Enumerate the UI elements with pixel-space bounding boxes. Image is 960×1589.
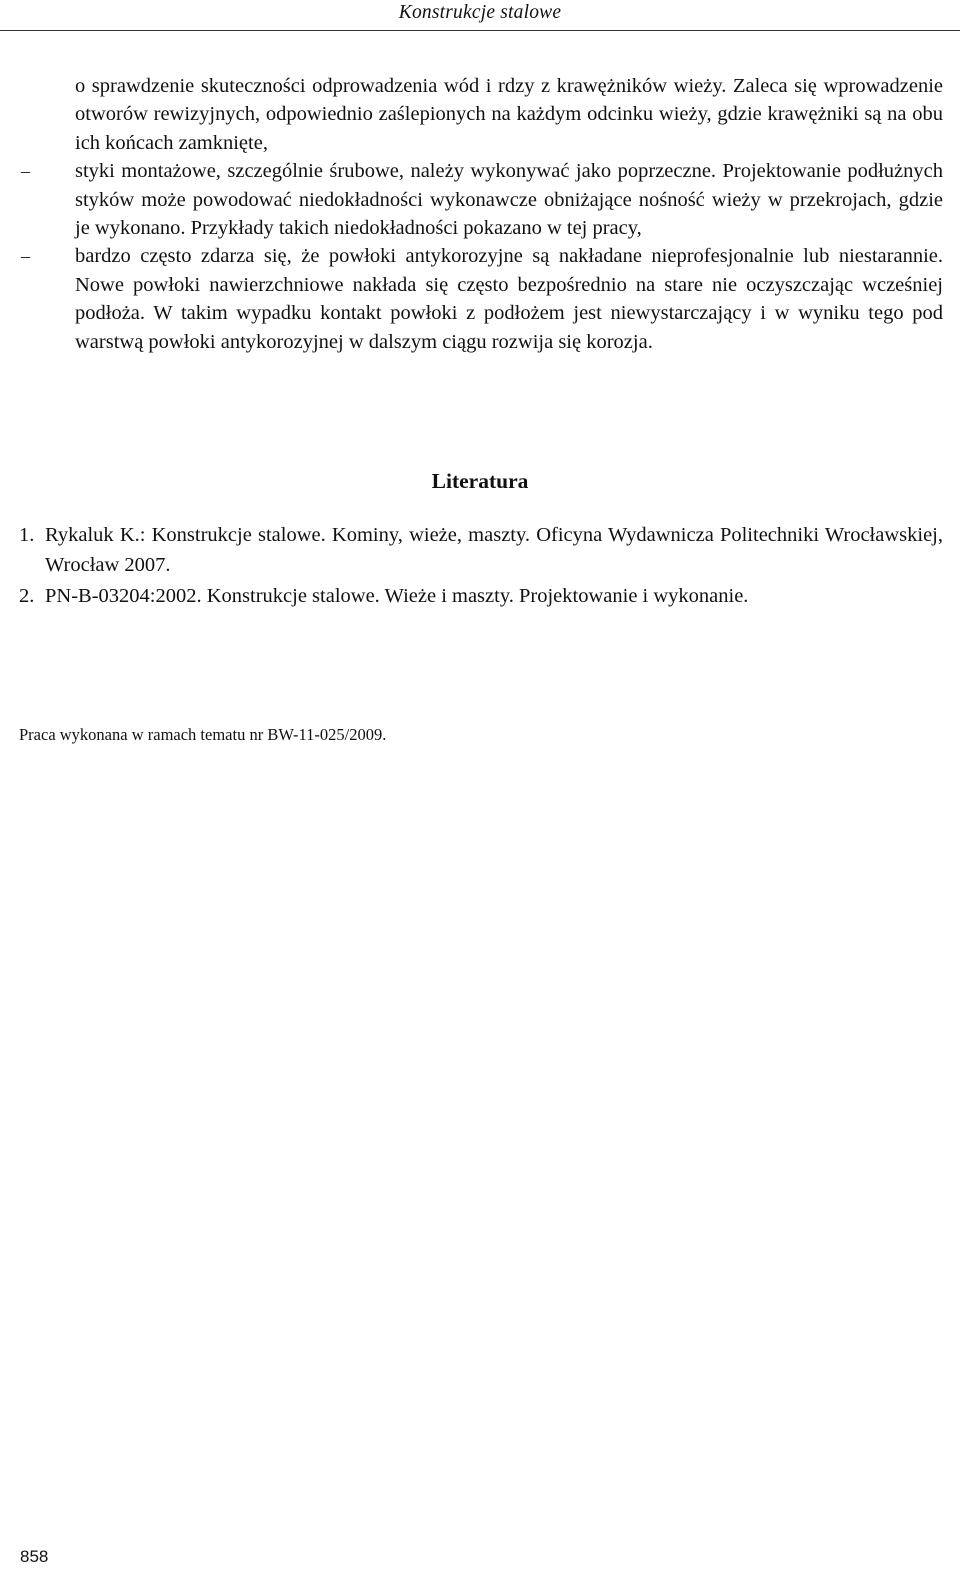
reference-item [19,520,943,580]
literature-heading: Literatura [431,469,529,493]
page-number: 858 [20,1547,49,1566]
dash-bullet: – [21,161,30,182]
reference-text: PN-B-03204:2002. Konstrukcje stalowe. Wieże i maszty. Projektowanie i wykonanie. [45,585,749,607]
running-header [0,0,960,31]
reference-number: 2. [19,585,35,607]
running-title: Konstrukcje stalowe [398,2,562,23]
reference-text: Rykaluk K.: Konstrukcje stalowe. Kominy, wieże, maszty. Oficyna Wydawnicza Politechniki Wrocławskiej, Wrocław 2007. [45,524,943,576]
funding-note: Praca wykonana w ramach tematu nr BW-11-025/2009. [19,725,387,744]
reference-item [19,581,943,611]
list-item [21,242,943,356]
reference-number: 1. [19,524,35,546]
list-item [21,157,943,242]
body-text [21,72,943,356]
dash-bullet: – [21,246,30,267]
bullet-text: bardzo często zdarza się, że powłoki antykorozyjne są nakładane nieprofesjonalnie lub niestarannie. Nowe powłoki nawierzchniowe nakłada się często bezpośrednio na stare nie oczyszczając wcześniej podłoża. W takim wypadku kontakt powłoki z podłożem jest niewystarczający i w wyniku tego pod warstwą powłoki antykorozyjnej w dalszym ciągu rozwija się korozja. [75,245,943,353]
reference-list [19,520,943,611]
intro-paragraph: o sprawdzenie skuteczności odprowadzenia wód i rdzy z krawężników wieży. Zaleca się wprowadzenie otworów rewizyjnych, odpowiednio zaślepionych na każdym odcinku wieży, gdzie krawężniki są na obu ich końcach zamknięte, [75,75,943,154]
bullet-text: styki montażowe, szczególnie śrubowe, należy wykonywać jako poprzeczne. Projektowanie podłużnych styków może powodować niedokładności wykonawcze obniżające nośność wieży w przekrojach, gdzie je wykonano. Przykłady takich niedokładności pokazano w tej pracy, [75,160,943,240]
